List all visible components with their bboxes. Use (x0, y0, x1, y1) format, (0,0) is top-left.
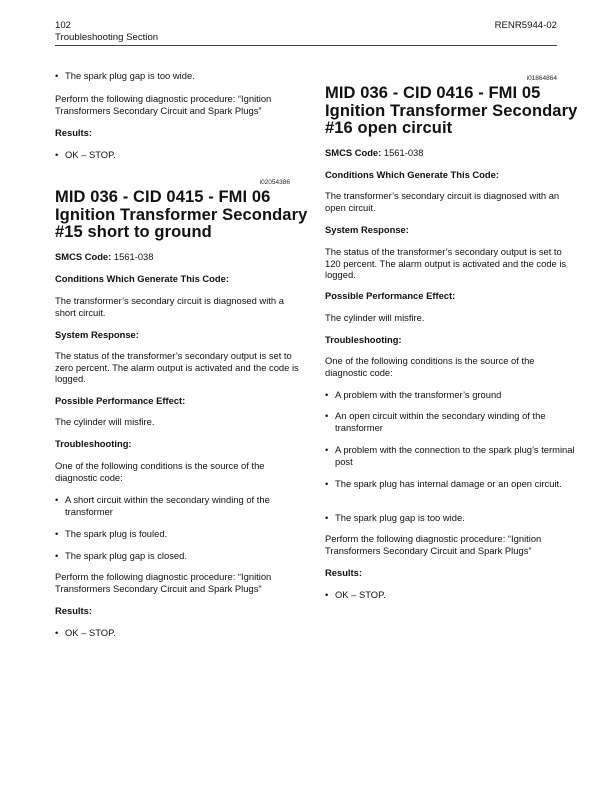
subheading: Possible Performance Effect: (55, 395, 186, 406)
paragraph: The cylinder will misfire. (55, 416, 155, 427)
smcs-label: SMCS Code: (55, 251, 112, 262)
results-heading: Results: (55, 605, 92, 616)
smcs-label: SMCS Code: (325, 147, 382, 158)
list-item: • The spark plug gap is closed. (55, 550, 310, 562)
smcs-value: 1561-038 (111, 251, 154, 262)
list-item: • The spark plug gap is too wide. (55, 70, 310, 82)
list-item: • A problem with the connection to the spark plug’s terminal post (325, 444, 580, 467)
paragraph: The cylinder will misfire. (325, 312, 425, 323)
paragraph: One of the following conditions is the source of the diagnostic code: (55, 460, 265, 483)
paragraph: The transformer’s secondary circuit is diagnosed with a short circuit. (55, 295, 284, 318)
procedure-text: Perform the following diagnostic procedure: “Ignition Transformers Secondary Circuit and Spark Plugs” (55, 93, 272, 116)
subheading: System Response: (325, 224, 409, 235)
section-heading: MID 036 - CID 0416 - FMI 05 Ignition Transformer Secondary #16 open circuit (325, 84, 578, 137)
smcs-code (325, 147, 570, 159)
list-item: • A short circuit within the secondary winding of the transformer (55, 494, 310, 517)
header-divider (55, 45, 557, 46)
reference-id: i02054386 (259, 179, 290, 186)
paragraph: The transformer’s secondary circuit is diagnosed with an open circuit. (325, 190, 560, 213)
paragraph: The status of the transformer’s secondary output is set to 120 percent. The alarm output is activated and the code is logged. (325, 246, 567, 280)
subheading: Troubleshooting: (55, 438, 132, 449)
subheading: Possible Performance Effect: (325, 290, 456, 301)
list-item: • An open circuit within the secondary winding of the transformer (325, 410, 580, 433)
smcs-code (55, 251, 300, 263)
procedure-text: Perform the following diagnostic procedure: “Ignition Transformers Secondary Circuit and Spark Plugs” (55, 571, 272, 594)
list-item: • The spark plug is fouled. (55, 528, 310, 540)
list-item: • A problem with the transformer’s ground (325, 389, 580, 401)
procedure-text: Perform the following diagnostic procedure: “Ignition Transformers Secondary Circuit and Spark Plugs” (325, 533, 542, 556)
list-item: • OK – STOP. (55, 149, 310, 161)
page-number: 102 (55, 20, 72, 31)
section-title: Troubleshooting Section (55, 32, 159, 43)
list-item: • The spark plug has internal damage or an open circuit. (325, 478, 580, 490)
reference-id: i01864864 (526, 75, 557, 82)
list-item: • OK – STOP. (325, 589, 580, 601)
list-item: • The spark plug gap is too wide. (325, 512, 580, 524)
document-id: RENR5944-02 (494, 20, 557, 31)
subheading: System Response: (55, 329, 139, 340)
subheading: Troubleshooting: (325, 334, 402, 345)
results-heading: Results: (325, 567, 362, 578)
subheading: Conditions Which Generate This Code: (325, 169, 499, 180)
paragraph: The status of the transformer’s secondary output is set to zero percent. The alarm output is activated and the code is logged. (55, 350, 299, 384)
section-heading: MID 036 - CID 0415 - FMI 06 Ignition Transformer Secondary #15 short to ground (55, 188, 308, 241)
list-item: • OK – STOP. (55, 627, 310, 639)
results-heading: Results: (55, 127, 92, 138)
subheading: Conditions Which Generate This Code: (55, 273, 229, 284)
smcs-value: 1561-038 (381, 147, 424, 158)
paragraph: One of the following conditions is the source of the diagnostic code: (325, 355, 535, 378)
